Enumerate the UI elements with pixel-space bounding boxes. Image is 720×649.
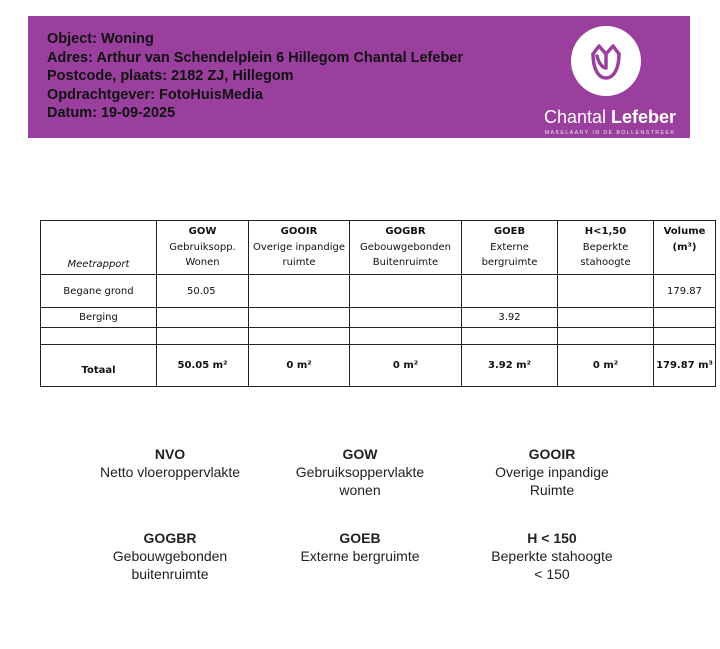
client-line: Opdrachtgever: FotoHuisMedia	[47, 86, 263, 103]
tulip-logo-icon	[571, 26, 641, 96]
column-header-goeb: GOEB Externe bergruimte	[462, 221, 558, 275]
cell-goeb	[462, 328, 558, 345]
cell-h150	[558, 275, 654, 308]
cell-volume	[654, 328, 716, 345]
object-line: Object: Woning	[47, 31, 154, 47]
legend-item-goeb: GOEB Externe bergruimte	[300, 530, 420, 564]
cell-gogbr	[350, 275, 462, 308]
header-info	[47, 30, 463, 123]
logo-tagline: MAKELAARY IN DE BOLLENSTREEK	[544, 130, 676, 136]
total-volume: 179.87 m³	[654, 345, 716, 387]
logo-first-name: Chantal	[543, 107, 606, 127]
table-row	[41, 308, 716, 328]
cell-goeb: 3.92	[462, 308, 558, 328]
table-header-row	[41, 221, 716, 275]
measurement-table	[40, 220, 716, 387]
table-row	[41, 328, 716, 345]
date-line: Datum: 19-09-2025	[47, 105, 176, 122]
column-header-gogbr: GOGBR Gebouwgebonden Buitenruimte	[350, 221, 462, 275]
cell-gow	[157, 328, 249, 345]
row-label: Begane grond	[41, 275, 157, 308]
cell-h150	[558, 308, 654, 328]
table-row	[41, 275, 716, 308]
total-gogbr: 0 m²	[350, 345, 462, 387]
column-header-gooir: GOOIR Overige inpandige ruimte	[249, 221, 350, 275]
logo-last-name: Lefeber	[611, 107, 677, 127]
total-row	[41, 345, 716, 387]
cell-gow: 50.05	[157, 275, 249, 308]
company-logo	[540, 26, 680, 136]
cell-gogbr	[350, 328, 462, 345]
total-label: Totaal	[41, 345, 157, 387]
header-banner	[28, 16, 690, 138]
total-gooir: 0 m²	[249, 345, 350, 387]
cell-gow	[157, 308, 249, 328]
table-label: Meetrapport	[41, 221, 157, 275]
legend-item-gogbr: GOGBR Gebouwgebonden buitenruimte	[112, 530, 228, 582]
legend-item-gow: GOW Gebruiksoppervlakte wonen	[295, 446, 425, 498]
logo-wordmark	[540, 107, 680, 128]
cell-volume	[654, 308, 716, 328]
cell-gogbr	[350, 308, 462, 328]
total-goeb: 3.92 m²	[462, 345, 558, 387]
total-h150: 0 m²	[558, 345, 654, 387]
column-header-gow: GOW Gebruiksopp. Wonen	[157, 221, 249, 275]
cell-gooir	[249, 328, 350, 345]
row-label	[41, 328, 157, 345]
column-header-volume: Volume (m³)	[654, 221, 716, 275]
cell-goeb	[462, 275, 558, 308]
cell-volume: 179.87	[654, 275, 716, 308]
legend-item-h150: H < 150 Beperkte stahoogte < 150	[491, 530, 613, 582]
cell-gooir	[249, 308, 350, 328]
legend-item-gooir: GOOIR Overige inpandige Ruimte	[495, 446, 609, 498]
row-label: Berging	[41, 308, 157, 328]
cell-h150	[558, 328, 654, 345]
postcode-line: Postcode, plaats: 2182 ZJ, Hillegom	[47, 68, 294, 85]
column-header-h150: H<1,50 Beperkte stahoogte	[558, 221, 654, 275]
legend-item-nvo: NVO Netto vloeroppervlakte	[99, 446, 241, 480]
address-line: Adres: Arthur van Schendelplein 6 Hillegom Chantal Lefeber	[47, 49, 464, 66]
cell-gooir	[249, 275, 350, 308]
total-gow: 50.05 m²	[157, 345, 249, 387]
